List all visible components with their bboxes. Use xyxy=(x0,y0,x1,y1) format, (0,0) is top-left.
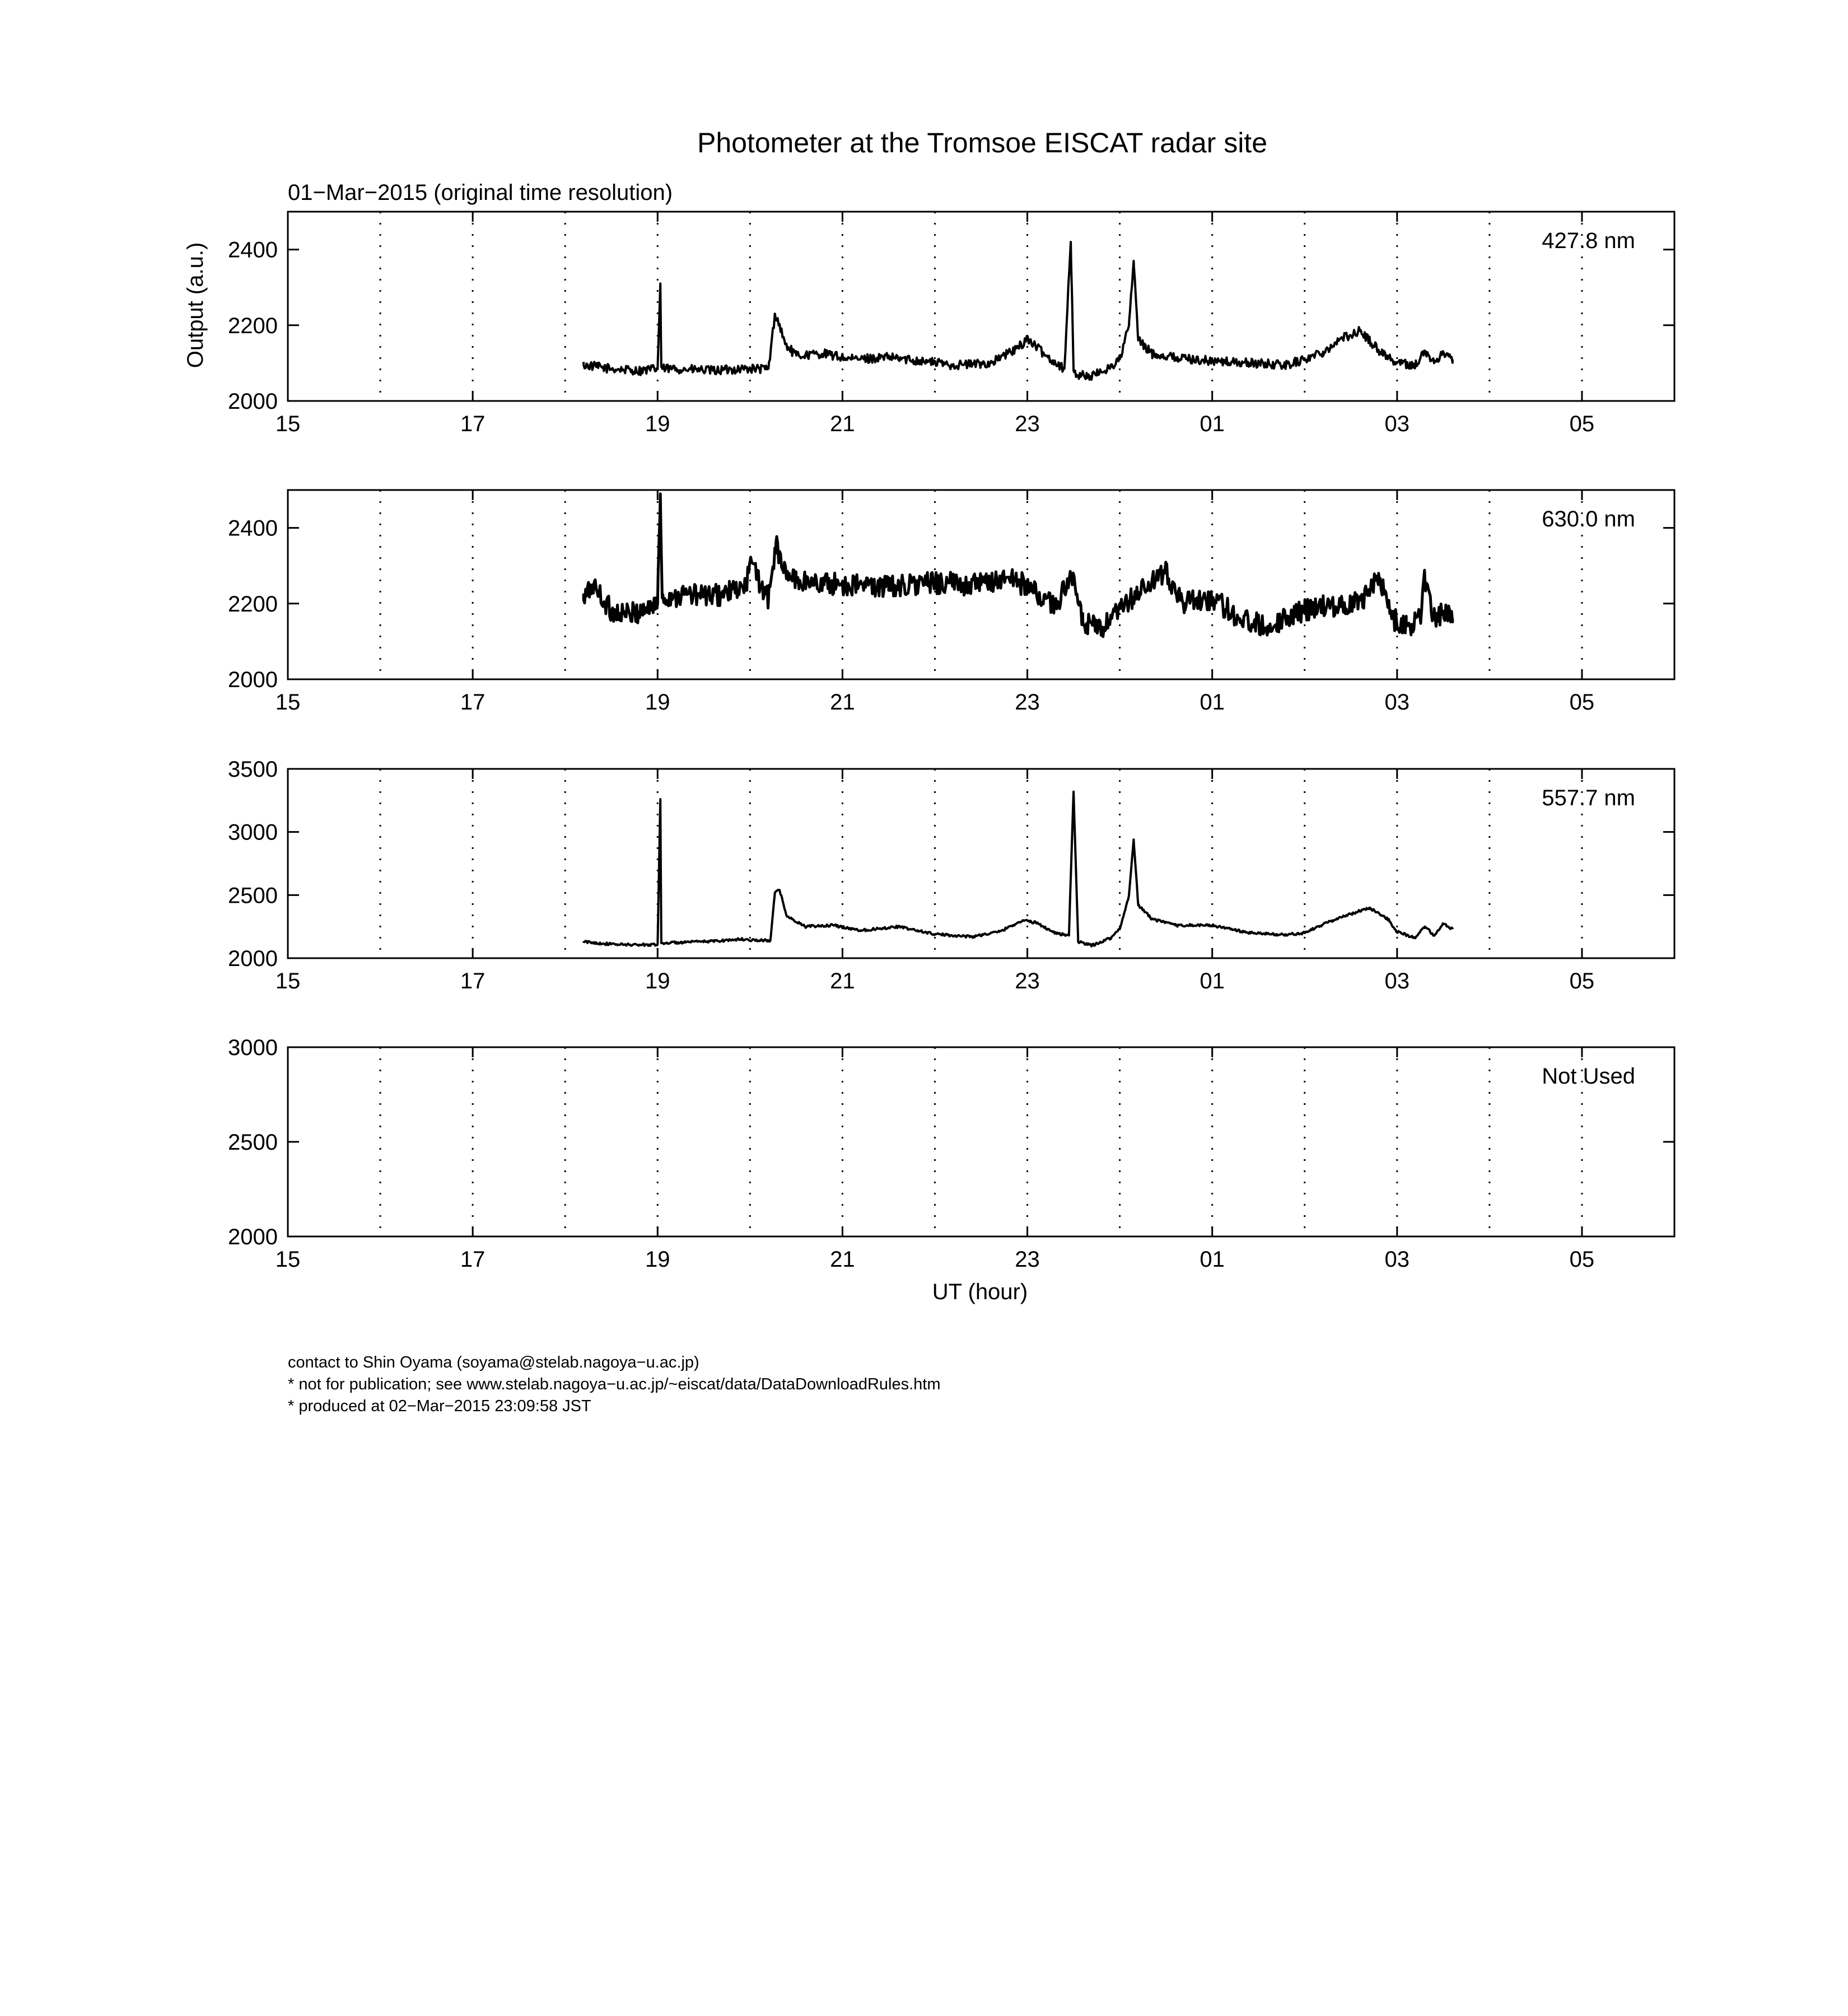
x-tick-label: 17 xyxy=(460,969,486,993)
y-tick-label: 2200 xyxy=(228,591,278,617)
x-tick-label: 05 xyxy=(1569,412,1595,436)
plot-frame xyxy=(288,212,1674,401)
x-tick-label: 01 xyxy=(1200,1247,1225,1272)
x-tick-label: 23 xyxy=(1015,1247,1040,1272)
x-tick-label: 19 xyxy=(645,1247,670,1272)
x-tick-label: 17 xyxy=(460,1247,486,1272)
x-tick-label: 19 xyxy=(645,412,670,436)
series-line-427-8-nm xyxy=(584,242,1453,380)
figure-subtitle: 01−Mar−2015 (original time resolution) xyxy=(288,180,673,205)
x-tick-label: 15 xyxy=(275,1247,301,1272)
x-tick-label: 23 xyxy=(1015,412,1040,436)
panel-label: 427.8 nm xyxy=(1542,228,1635,253)
panel-label: Not Used xyxy=(1542,1064,1635,1089)
y-axis-title: Output (a.u.) xyxy=(183,242,208,368)
x-tick-label: 15 xyxy=(275,412,301,436)
x-tick-label: 03 xyxy=(1384,1247,1410,1272)
x-tick-label: 15 xyxy=(275,690,301,715)
series-line-557-7-nm xyxy=(584,792,1453,946)
footer-produced-at: * produced at 02−Mar−2015 23:09:58 JST xyxy=(288,1397,591,1415)
x-tick-label: 23 xyxy=(1015,690,1040,715)
x-tick-label: 19 xyxy=(645,969,670,993)
y-tick-label: 2000 xyxy=(228,389,278,414)
x-tick-label: 15 xyxy=(275,969,301,993)
panels xyxy=(228,212,1674,1272)
x-tick-label: 03 xyxy=(1384,690,1410,715)
x-tick-label: 01 xyxy=(1200,690,1225,715)
y-tick-label: 2000 xyxy=(228,668,278,692)
footer-contact: contact to Shin Oyama (soyama@stelab.nagoya−u.ac.jp) xyxy=(288,1354,699,1371)
x-tick-label: 05 xyxy=(1569,1247,1595,1272)
x-tick-label: 21 xyxy=(830,690,855,715)
plot-frame xyxy=(288,769,1674,958)
x-tick-label: 03 xyxy=(1384,969,1410,993)
x-axis-title: UT (hour) xyxy=(932,1280,1028,1304)
x-tick-label: 21 xyxy=(830,1247,855,1272)
y-tick-label: 3000 xyxy=(228,1035,278,1060)
x-tick-label: 01 xyxy=(1200,969,1225,993)
x-tick-label: 01 xyxy=(1200,412,1225,436)
y-tick-label: 2400 xyxy=(228,516,278,541)
y-tick-label: 2000 xyxy=(228,1225,278,1249)
x-tick-label: 05 xyxy=(1569,969,1595,993)
x-tick-label: 17 xyxy=(460,412,486,436)
panel-4 xyxy=(228,1035,1674,1272)
y-tick-label: 2500 xyxy=(228,1130,278,1155)
x-tick-label: 21 xyxy=(830,969,855,993)
x-tick-label: 03 xyxy=(1384,412,1410,436)
footer-publication-note: * not for publication; see www.stelab.nagoya−u.ac.jp/~eiscat/data/DataDownloadRules.htm xyxy=(288,1375,941,1393)
y-tick-label: 2500 xyxy=(228,883,278,908)
y-tick-label: 3500 xyxy=(228,757,278,782)
y-tick-label: 2200 xyxy=(228,313,278,338)
panel-label: 557.7 nm xyxy=(1542,786,1635,810)
plot-frame xyxy=(288,1047,1674,1236)
x-tick-label: 17 xyxy=(460,690,486,715)
x-tick-label: 19 xyxy=(645,690,670,715)
series-line-630-0-nm xyxy=(584,494,1453,637)
y-tick-label: 2000 xyxy=(228,946,278,971)
figure-title: Photometer at the Tromsoe EISCAT radar site xyxy=(697,127,1268,158)
y-tick-label: 3000 xyxy=(228,820,278,845)
x-tick-label: 23 xyxy=(1015,969,1040,993)
x-tick-label: 21 xyxy=(830,412,855,436)
panel-2 xyxy=(228,490,1674,715)
panel-1 xyxy=(228,212,1674,436)
x-tick-label: 05 xyxy=(1569,690,1595,715)
panel-3 xyxy=(228,757,1674,993)
panel-label: 630.0 nm xyxy=(1542,507,1635,531)
y-tick-label: 2400 xyxy=(228,237,278,263)
